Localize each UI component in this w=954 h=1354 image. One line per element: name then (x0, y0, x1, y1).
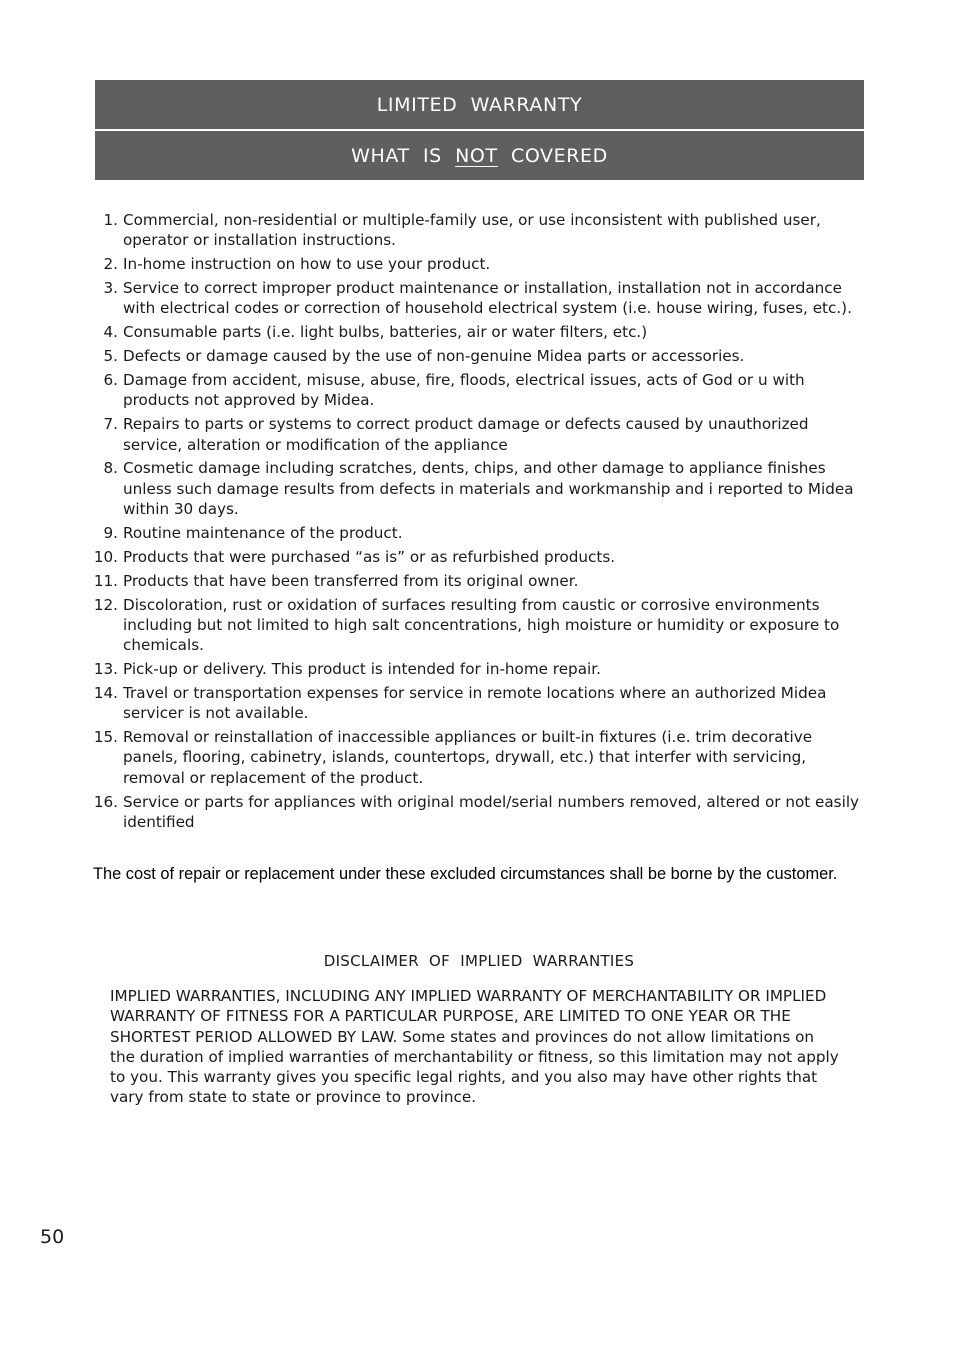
list-item (93, 792, 863, 833)
exclusions-list (93, 210, 863, 836)
page-number: 50 (40, 1226, 65, 1248)
item-number: 3. (103, 279, 118, 298)
item-number: 1. (103, 211, 118, 229)
item-text: Damage from accident, misuse, abuse, fire, floods, electrical issues, acts of God or u with products not approved by Midea. (123, 371, 805, 410)
item-number: 7. (103, 415, 118, 434)
list-item (93, 659, 863, 679)
item-text: Routine maintenance of the product. (123, 523, 403, 542)
item-text: Cosmetic damage including scratches, dents, chips, and other damage to appliance finishes unless such damage results from defects in materials and workmanship and i reported to Midea within 30 days. (123, 459, 854, 519)
item-text: Commercial, non-residential or multiple-family use, or use inconsistent with published user, operator or installation instructions. (123, 211, 821, 250)
list-item (93, 346, 863, 366)
list-item (93, 683, 863, 724)
item-text: Products that were purchased “as is” or as refurbished products. (123, 547, 616, 566)
item-text: Repairs to parts or systems to correct product damage or defects caused by unauthorized service, alteration or modification of the appliance (123, 415, 809, 454)
list-item (93, 595, 863, 656)
list-item (93, 414, 863, 455)
item-number: 15. (93, 728, 118, 747)
item-text: Discoloration, rust or oxidation of surfaces resulting from caustic or corrosive environments including but not limited to high salt concentrations, high moisture or humidity or exposure to chemicals. (123, 595, 840, 655)
item-number: 12. (93, 595, 118, 614)
item-text: Consumable parts (i.e. light bulbs, batteries, air or water filters, etc.) (123, 323, 648, 342)
item-number: 2. (103, 255, 118, 274)
item-number: 10. (93, 547, 118, 566)
item-text: Service to correct improper product maintenance or installation, installation not in accordance with electrical codes or correction of household electrical system (i.e. house wiring, fuses, etc.). (123, 279, 852, 318)
item-number: 5. (103, 347, 118, 366)
list-item (93, 370, 863, 411)
list-item (93, 571, 863, 591)
list-item (93, 523, 863, 543)
banner-subtitle-not: NOT (455, 144, 498, 167)
disclaimer-title: DISCLAIMER OF IMPLIED WARRANTIES (323, 952, 635, 970)
item-number: 9. (103, 523, 118, 542)
item-text: Defects or damage caused by the use of non-genuine Midea parts or accessories. (123, 347, 745, 366)
item-text: Removal or reinstallation of inaccessible appliances or built-in fixtures (i.e. trim decorative panels, flooring, cabinetry, islands, countertops, drywall, etc.) that interfer with servicing, removal or replacement of the product. (123, 728, 813, 787)
item-number: 11. (93, 571, 118, 590)
item-number: 13. (93, 660, 118, 679)
list-item (93, 458, 863, 519)
banner-title: LIMITED WARRANTY (376, 93, 583, 116)
cost-note: The cost of repair or replacement under these excluded circumstances shall be borne by the customer. (93, 865, 838, 883)
item-number: 4. (103, 323, 118, 342)
item-number: 6. (103, 371, 118, 390)
banner-subtitle-end: COVERED (497, 144, 608, 167)
list-item (93, 254, 863, 274)
list-item (93, 278, 863, 319)
list-item (93, 322, 863, 342)
disclaimer-body: IMPLIED WARRANTIES, INCLUDING ANY IMPLIED WARRANTY OF MERCHANTABILITY OR IMPLIED WARRANTY OF FITNESS FOR A PARTICULAR PURPOSE, ARE LIMITED TO ONE YEAR OR THE SHORTEST PERIOD ALLOWED BY LAW. Some states and provinces do not allow limitations on the duration of implied warranties of merchantability or fitness, so this limitation may not apply to you. This warranty gives you specific legal rights, and you also may have other rights that vary from state to state or province to province. (110, 987, 839, 1107)
banner-limited-warranty (95, 80, 864, 129)
banner-what-is-not-covered (95, 131, 864, 180)
list-item (93, 210, 863, 251)
item-number: 16. (93, 792, 118, 811)
item-text: Travel or transportation expenses for service in remote locations where an authorized Midea servicer is not available. (123, 683, 827, 723)
item-number: 8. (103, 459, 118, 478)
item-text: In-home instruction on how to use your product. (123, 255, 491, 274)
item-text: Service or parts for appliances with original model/serial numbers removed, altered or not easily identified (123, 792, 860, 831)
item-text: Products that have been transferred from its original owner. (123, 571, 579, 590)
list-item (93, 547, 863, 567)
item-number: 14. (93, 683, 118, 702)
list-item (93, 727, 863, 788)
banner-subtitle-start: WHAT IS (351, 144, 456, 167)
item-text: Pick-up or delivery. This product is intended for in-home repair. (123, 660, 601, 679)
